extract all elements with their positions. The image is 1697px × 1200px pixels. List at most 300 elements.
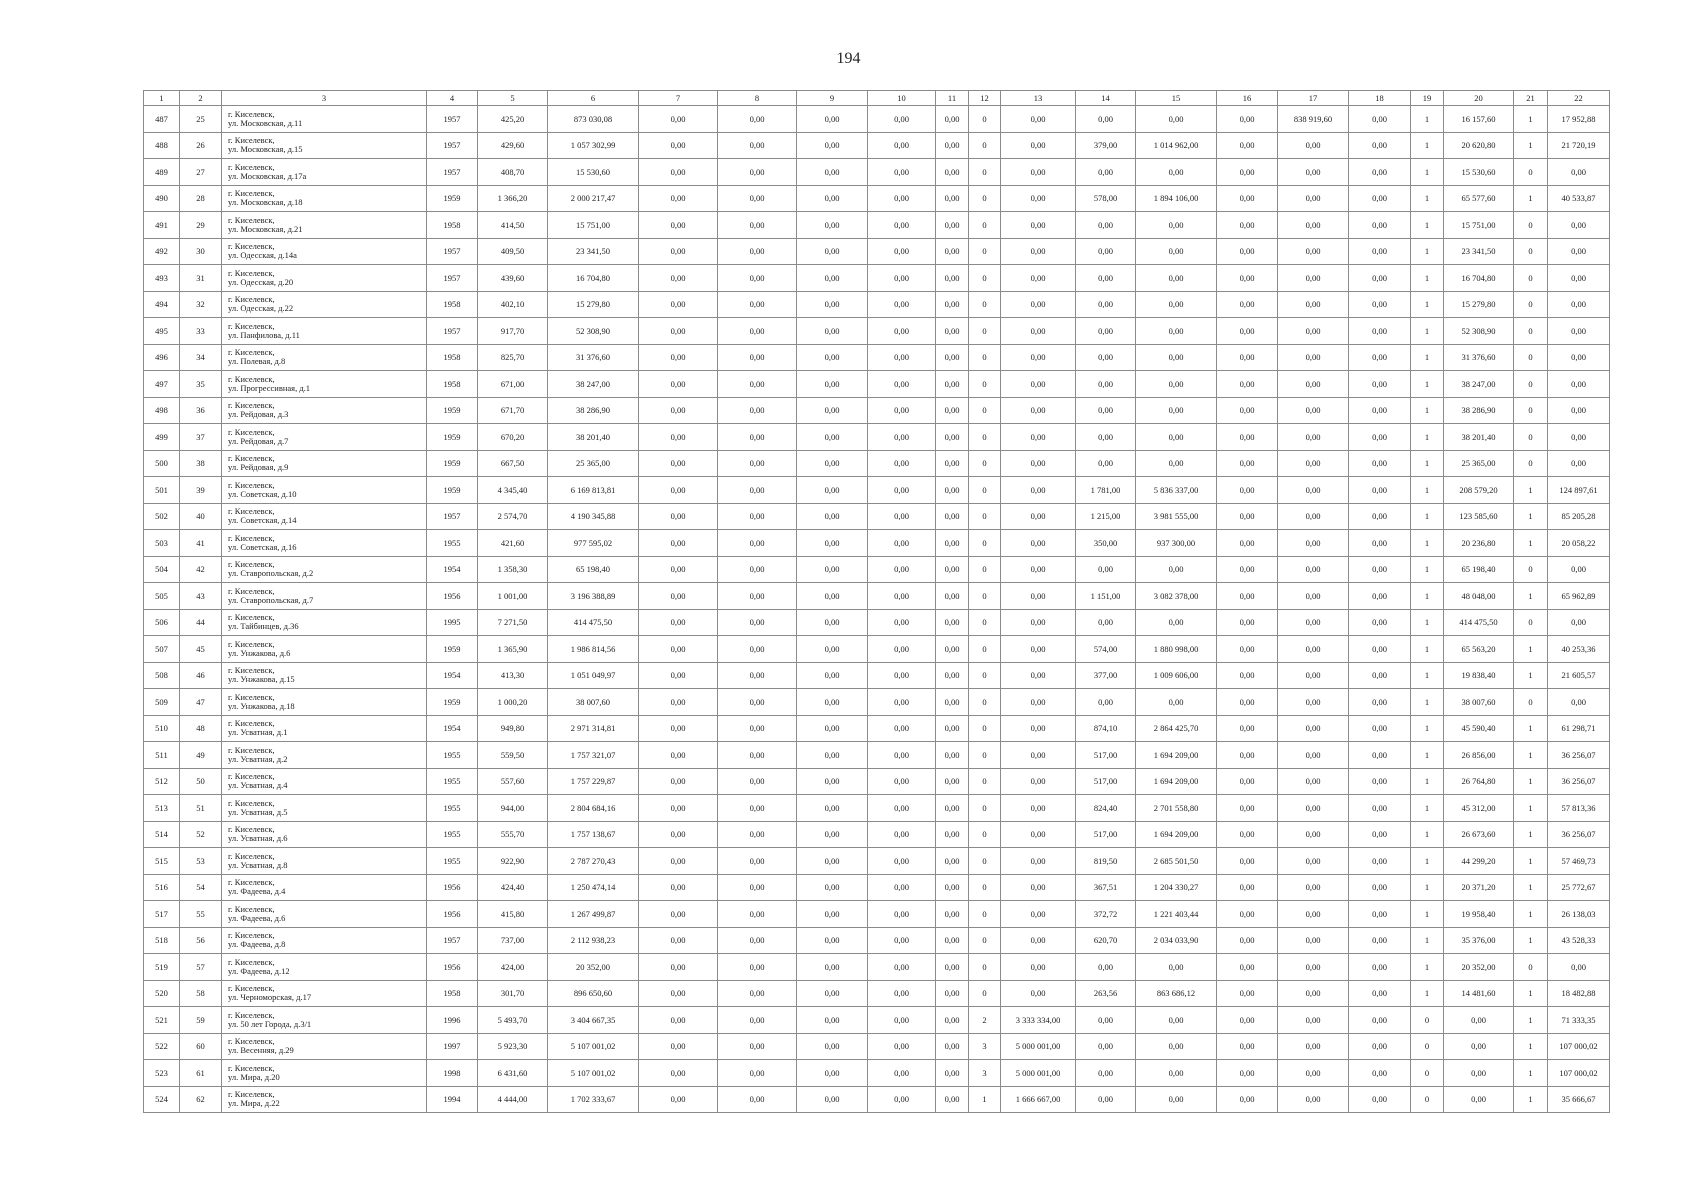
- table-cell: 0,00: [1278, 954, 1349, 981]
- table-cell: 0,00: [1001, 212, 1076, 239]
- table-cell: 1 894 106,00: [1136, 185, 1217, 212]
- table-cell: 557,60: [478, 768, 548, 795]
- table-cell: 495: [144, 318, 180, 345]
- page-number: 194: [836, 50, 861, 67]
- table-cell: 0,00: [936, 265, 969, 292]
- table-cell: 1 666 667,00: [1001, 1086, 1076, 1113]
- table-cell: 1: [1514, 821, 1548, 848]
- table-cell: 503: [144, 530, 180, 557]
- table-cell: 0,00: [868, 874, 936, 901]
- table-cell: 0,00: [639, 662, 718, 689]
- column-header: 2: [180, 91, 222, 106]
- table-cell: 1: [1514, 768, 1548, 795]
- table-cell: 0,00: [797, 662, 868, 689]
- table-cell: 3: [969, 1033, 1001, 1060]
- table-cell: 0: [969, 927, 1001, 954]
- table-cell: 0,00: [1001, 848, 1076, 875]
- table-cell: 42: [180, 556, 222, 583]
- table-cell: 0,00: [718, 212, 797, 239]
- table-cell: 0,00: [639, 689, 718, 716]
- table-cell: 1959: [427, 450, 478, 477]
- table-cell: 0,00: [868, 715, 936, 742]
- table-cell: 0,00: [639, 344, 718, 371]
- table-cell: 1 221 403,44: [1136, 901, 1217, 928]
- table-cell: 2 804 684,16: [548, 795, 639, 822]
- table-cell: 0,00: [1548, 159, 1610, 186]
- table-cell: 2 000 217,47: [548, 185, 639, 212]
- table-cell: 487: [144, 106, 180, 133]
- table-cell: 1: [1411, 530, 1444, 557]
- table-row: [144, 768, 1610, 795]
- table-cell: 0,00: [1001, 742, 1076, 769]
- table-cell: 0,00: [1001, 874, 1076, 901]
- table-cell: 0: [969, 397, 1001, 424]
- table-cell: 0,00: [868, 636, 936, 663]
- table-cell: 0: [969, 662, 1001, 689]
- table-cell: 0,00: [718, 742, 797, 769]
- table-cell: 0,00: [639, 636, 718, 663]
- table-cell: 0,00: [1136, 689, 1217, 716]
- column-header: 10: [868, 91, 936, 106]
- table-cell: 494: [144, 291, 180, 318]
- table-cell: 402,10: [478, 291, 548, 318]
- table-cell: 0,00: [1349, 265, 1411, 292]
- table-cell: 497: [144, 371, 180, 398]
- table-cell: 424,40: [478, 874, 548, 901]
- table-cell: 1 781,00: [1076, 477, 1136, 504]
- table-cell: 0,00: [1076, 318, 1136, 345]
- table-cell: 1: [1514, 848, 1548, 875]
- table-cell: 5 000 001,00: [1001, 1060, 1076, 1087]
- table-cell: 0,00: [1217, 1086, 1278, 1113]
- table-cell: 0,00: [1548, 450, 1610, 477]
- table-cell: 43: [180, 583, 222, 610]
- table-cell: 1: [1411, 344, 1444, 371]
- table-row: [144, 291, 1610, 318]
- table-cell: 0,00: [1136, 450, 1217, 477]
- table-cell: 0,00: [718, 371, 797, 398]
- table-cell: 0,00: [797, 715, 868, 742]
- table-cell: 1 204 330,27: [1136, 874, 1217, 901]
- table-row: [144, 874, 1610, 901]
- table-cell: 0,00: [1278, 318, 1349, 345]
- table-cell: 6 431,60: [478, 1060, 548, 1087]
- table-cell: 0: [1514, 556, 1548, 583]
- table-cell: 2 034 033,90: [1136, 927, 1217, 954]
- table-cell: 0,00: [1278, 132, 1349, 159]
- table-cell: 5 493,70: [478, 1007, 548, 1034]
- table-cell: 0,00: [868, 1033, 936, 1060]
- table-cell: 15 751,00: [548, 212, 639, 239]
- table-cell: 0,00: [1217, 238, 1278, 265]
- table-cell: 922,90: [478, 848, 548, 875]
- address-cell: г. Киселевск, ул. Унжакова, д.6: [222, 636, 427, 663]
- table-cell: 1: [1411, 662, 1444, 689]
- table-cell: 1 014 962,00: [1136, 132, 1217, 159]
- table-cell: 415,80: [478, 901, 548, 928]
- table-cell: 0,00: [1136, 318, 1217, 345]
- table-cell: 1957: [427, 132, 478, 159]
- table-cell: 1955: [427, 821, 478, 848]
- table-cell: 0,00: [718, 662, 797, 689]
- table-cell: 0,00: [1349, 424, 1411, 451]
- table-cell: 0: [969, 636, 1001, 663]
- table-cell: 21 720,19: [1548, 132, 1610, 159]
- table-cell: 0,00: [1076, 424, 1136, 451]
- address-cell: г. Киселевск, ул. Ставропольская, д.7: [222, 583, 427, 610]
- address-cell: г. Киселевск, ул. Прогрессивная, д.1: [222, 371, 427, 398]
- table-cell: 0,00: [1217, 901, 1278, 928]
- table-row: [144, 106, 1610, 133]
- table-cell: 38: [180, 450, 222, 477]
- table-cell: 0,00: [718, 954, 797, 981]
- table-cell: 0,00: [1349, 503, 1411, 530]
- table-cell: 1 757 138,67: [548, 821, 639, 848]
- table-cell: 1: [1514, 477, 1548, 504]
- table-cell: 58: [180, 980, 222, 1007]
- table-cell: 0,00: [1349, 397, 1411, 424]
- table-cell: 0,00: [797, 609, 868, 636]
- table-cell: 40 533,87: [1548, 185, 1610, 212]
- column-header: 5: [478, 91, 548, 106]
- table-cell: 0,00: [1076, 106, 1136, 133]
- table-cell: 0: [1411, 1007, 1444, 1034]
- table-row: [144, 238, 1610, 265]
- table-cell: 0,00: [1278, 159, 1349, 186]
- table-cell: 0,00: [1548, 397, 1610, 424]
- table-cell: 0,00: [1278, 238, 1349, 265]
- table-cell: 0,00: [1001, 477, 1076, 504]
- table-cell: 488: [144, 132, 180, 159]
- table-cell: 509: [144, 689, 180, 716]
- table-cell: 519: [144, 954, 180, 981]
- table-cell: 0,00: [1548, 318, 1610, 345]
- table-cell: 47: [180, 689, 222, 716]
- table-row: [144, 1033, 1610, 1060]
- table-cell: 0,00: [1349, 583, 1411, 610]
- table-cell: 0,00: [868, 503, 936, 530]
- table-cell: 0: [1514, 212, 1548, 239]
- table-cell: 0: [969, 318, 1001, 345]
- table-cell: 43 528,33: [1548, 927, 1610, 954]
- table-cell: 0,00: [1278, 662, 1349, 689]
- table-cell: 38 247,00: [548, 371, 639, 398]
- table-cell: 0,00: [1349, 477, 1411, 504]
- table-cell: 57 813,36: [1548, 795, 1610, 822]
- table-cell: 0,00: [1444, 1033, 1514, 1060]
- table-cell: 524: [144, 1086, 180, 1113]
- table-cell: 0,00: [936, 609, 969, 636]
- table-cell: 670,20: [478, 424, 548, 451]
- table-cell: 0,00: [718, 901, 797, 928]
- table-cell: 0,00: [936, 821, 969, 848]
- table-cell: 0,00: [936, 318, 969, 345]
- table-cell: 0,00: [1001, 980, 1076, 1007]
- table-cell: 0,00: [639, 424, 718, 451]
- housing-register-table: [143, 90, 1610, 1113]
- table-cell: 2 971 314,81: [548, 715, 639, 742]
- table-cell: 504: [144, 556, 180, 583]
- table-cell: 4 444,00: [478, 1086, 548, 1113]
- table-cell: 0,00: [1217, 159, 1278, 186]
- table-cell: 0,00: [718, 265, 797, 292]
- table-cell: 819,50: [1076, 848, 1136, 875]
- table-cell: 0,00: [1217, 848, 1278, 875]
- table-cell: 0: [969, 980, 1001, 1007]
- table-cell: 0,00: [639, 159, 718, 186]
- table-cell: 26 673,60: [1444, 821, 1514, 848]
- table-cell: 1958: [427, 371, 478, 398]
- table-cell: 5 923,30: [478, 1033, 548, 1060]
- table-cell: 1: [1514, 662, 1548, 689]
- table-cell: 1: [1514, 795, 1548, 822]
- table-cell: 61: [180, 1060, 222, 1087]
- table-cell: 15 279,80: [548, 291, 639, 318]
- table-cell: 559,50: [478, 742, 548, 769]
- table-cell: 59: [180, 1007, 222, 1034]
- table-row: [144, 450, 1610, 477]
- table-cell: 65 198,40: [1444, 556, 1514, 583]
- table-cell: 0,00: [1076, 954, 1136, 981]
- table-cell: 1: [1411, 583, 1444, 610]
- table-cell: 0: [969, 556, 1001, 583]
- table-cell: 502: [144, 503, 180, 530]
- table-cell: 838 919,60: [1278, 106, 1349, 133]
- table-cell: 1955: [427, 530, 478, 557]
- table-cell: 508: [144, 662, 180, 689]
- table-cell: 0,00: [1001, 556, 1076, 583]
- table-cell: 917,70: [478, 318, 548, 345]
- table-cell: 0,00: [1278, 344, 1349, 371]
- table-cell: 0: [969, 795, 1001, 822]
- table-cell: 0,00: [1217, 1060, 1278, 1087]
- table-cell: 0,00: [797, 318, 868, 345]
- table-cell: 54: [180, 874, 222, 901]
- table-cell: 0,00: [1278, 768, 1349, 795]
- table-row: [144, 689, 1610, 716]
- table-cell: 19 838,40: [1444, 662, 1514, 689]
- table-cell: 372,72: [1076, 901, 1136, 928]
- table-cell: 0,00: [1217, 636, 1278, 663]
- address-cell: г. Киселевск, ул. Одесская, д.14а: [222, 238, 427, 265]
- table-cell: 0,00: [1278, 609, 1349, 636]
- table-cell: 0: [969, 689, 1001, 716]
- table-cell: 1: [1411, 318, 1444, 345]
- table-row: [144, 901, 1610, 928]
- table-cell: 2 685 501,50: [1136, 848, 1217, 875]
- table-cell: 520: [144, 980, 180, 1007]
- table-cell: 0,00: [1217, 344, 1278, 371]
- table-cell: 36 256,07: [1548, 821, 1610, 848]
- table-cell: 0,00: [718, 795, 797, 822]
- table-cell: 3: [969, 1060, 1001, 1087]
- address-cell: г. Киселевск, ул. Советская, д.10: [222, 477, 427, 504]
- table-cell: 0,00: [1278, 848, 1349, 875]
- table-cell: 0,00: [1076, 291, 1136, 318]
- table-cell: 0,00: [1076, 159, 1136, 186]
- table-cell: 0,00: [1001, 768, 1076, 795]
- table-cell: 1959: [427, 397, 478, 424]
- table-cell: 0,00: [868, 132, 936, 159]
- table-cell: 0,00: [1349, 1007, 1411, 1034]
- table-cell: 1: [1411, 132, 1444, 159]
- table-cell: 0,00: [936, 742, 969, 769]
- table-cell: 977 595,02: [548, 530, 639, 557]
- address-cell: г. Киселевск, ул. Одесская, д.22: [222, 291, 427, 318]
- table-cell: 0,00: [1217, 318, 1278, 345]
- table-cell: 1: [1411, 291, 1444, 318]
- table-cell: 873 030,08: [548, 106, 639, 133]
- column-header: 3: [222, 91, 427, 106]
- table-cell: 578,00: [1076, 185, 1136, 212]
- table-cell: 0,00: [936, 212, 969, 239]
- address-cell: г. Киселевск, ул. Весенняя, д.29: [222, 1033, 427, 1060]
- table-cell: 0,00: [868, 477, 936, 504]
- table-cell: 0,00: [1217, 662, 1278, 689]
- table-cell: 507: [144, 636, 180, 663]
- table-cell: 0,00: [868, 450, 936, 477]
- table-cell: 0,00: [1349, 795, 1411, 822]
- table-cell: 0,00: [1278, 397, 1349, 424]
- table-cell: 0,00: [868, 265, 936, 292]
- address-cell: г. Киселевск, ул. Усватная, д.2: [222, 742, 427, 769]
- table-cell: 0: [969, 185, 1001, 212]
- table-cell: 52 308,90: [548, 318, 639, 345]
- table-cell: 0,00: [936, 238, 969, 265]
- table-cell: 2 574,70: [478, 503, 548, 530]
- table-cell: 1 215,00: [1076, 503, 1136, 530]
- table-cell: 0,00: [797, 238, 868, 265]
- table-cell: 0,00: [797, 1060, 868, 1087]
- table-cell: 0,00: [868, 212, 936, 239]
- column-header: 13: [1001, 91, 1076, 106]
- table-cell: 0,00: [868, 768, 936, 795]
- table-cell: 0,00: [1217, 132, 1278, 159]
- table-cell: 28: [180, 185, 222, 212]
- table-cell: 0,00: [1278, 927, 1349, 954]
- address-cell: г. Киселевск, ул. Советская, д.14: [222, 503, 427, 530]
- table-cell: 1: [1514, 185, 1548, 212]
- table-cell: 0,00: [797, 344, 868, 371]
- table-row: [144, 344, 1610, 371]
- table-cell: 0,00: [1278, 901, 1349, 928]
- table-cell: 0,00: [718, 874, 797, 901]
- table-cell: 0,00: [1076, 1086, 1136, 1113]
- table-cell: 0: [969, 742, 1001, 769]
- table-cell: 0,00: [639, 1060, 718, 1087]
- table-cell: 1: [1411, 954, 1444, 981]
- table-cell: 0,00: [718, 768, 797, 795]
- table-cell: 50: [180, 768, 222, 795]
- table-cell: 31: [180, 265, 222, 292]
- address-cell: г. Киселевск, ул. Фадеева, д.8: [222, 927, 427, 954]
- table-cell: 3 981 555,00: [1136, 503, 1217, 530]
- table-cell: 0: [969, 344, 1001, 371]
- table-cell: 0,00: [639, 583, 718, 610]
- column-header: 1: [144, 91, 180, 106]
- table-cell: 0,00: [1076, 689, 1136, 716]
- table-body: [144, 106, 1610, 1113]
- table-cell: 0,00: [1349, 874, 1411, 901]
- table-cell: 0,00: [868, 556, 936, 583]
- table-cell: 1 250 474,14: [548, 874, 639, 901]
- table-cell: 0,00: [797, 742, 868, 769]
- table-cell: 1: [1514, 1086, 1548, 1113]
- table-cell: 44 299,20: [1444, 848, 1514, 875]
- table-row: [144, 927, 1610, 954]
- table-cell: 1957: [427, 159, 478, 186]
- table-cell: 0,00: [1076, 1007, 1136, 1034]
- table-row: [144, 212, 1610, 239]
- table-row: [144, 397, 1610, 424]
- table-cell: 0,00: [639, 874, 718, 901]
- table-cell: 1997: [427, 1033, 478, 1060]
- table-cell: 0,00: [1136, 371, 1217, 398]
- table-cell: 2 701 558,80: [1136, 795, 1217, 822]
- table-cell: 0,00: [797, 954, 868, 981]
- table-row: [144, 715, 1610, 742]
- address-cell: г. Киселевск, ул. Панфилова, д.11: [222, 318, 427, 345]
- table-cell: 1: [1411, 742, 1444, 769]
- table-cell: 1 694 209,00: [1136, 768, 1217, 795]
- table-cell: 38 286,90: [1444, 397, 1514, 424]
- table-cell: 0: [969, 768, 1001, 795]
- table-cell: 1998: [427, 1060, 478, 1087]
- table-cell: 0,00: [868, 583, 936, 610]
- table-cell: 0,00: [1217, 821, 1278, 848]
- table-cell: 0,00: [936, 954, 969, 981]
- table-cell: 0,00: [718, 477, 797, 504]
- table-cell: 0,00: [639, 1086, 718, 1113]
- address-cell: г. Киселевск, ул. Фадеева, д.4: [222, 874, 427, 901]
- table-cell: 0,00: [1217, 424, 1278, 451]
- table-cell: 0,00: [718, 821, 797, 848]
- table-cell: 1: [1514, 503, 1548, 530]
- table-cell: 0,00: [1136, 344, 1217, 371]
- table-cell: 0,00: [868, 185, 936, 212]
- table-cell: 1: [1411, 795, 1444, 822]
- table-cell: 0: [1514, 609, 1548, 636]
- table-cell: 1 365,90: [478, 636, 548, 663]
- table-cell: 0,00: [639, 980, 718, 1007]
- table-cell: 0,00: [797, 874, 868, 901]
- table-cell: 0,00: [868, 609, 936, 636]
- table-cell: 124 897,61: [1548, 477, 1610, 504]
- table-cell: 0,00: [639, 927, 718, 954]
- table-cell: 667,50: [478, 450, 548, 477]
- table-cell: 0,00: [1217, 291, 1278, 318]
- table-cell: 0,00: [1001, 159, 1076, 186]
- table-cell: 0,00: [1001, 821, 1076, 848]
- table-cell: 0,00: [1349, 662, 1411, 689]
- table-cell: 0: [1514, 291, 1548, 318]
- table-cell: 0,00: [1349, 159, 1411, 186]
- table-cell: 0,00: [1278, 1060, 1349, 1087]
- table-cell: 0,00: [1349, 980, 1411, 1007]
- table-cell: 0: [969, 212, 1001, 239]
- table-cell: 0,00: [1444, 1086, 1514, 1113]
- table-cell: 377,00: [1076, 662, 1136, 689]
- table-cell: 0,00: [1001, 636, 1076, 663]
- table-row: [144, 371, 1610, 398]
- table-cell: 5 107 001,02: [548, 1060, 639, 1087]
- table-cell: 1958: [427, 980, 478, 1007]
- table-cell: 523: [144, 1060, 180, 1087]
- table-cell: 0,00: [936, 927, 969, 954]
- table-cell: 737,00: [478, 927, 548, 954]
- table-cell: 0,00: [936, 530, 969, 557]
- table-cell: 0,00: [639, 556, 718, 583]
